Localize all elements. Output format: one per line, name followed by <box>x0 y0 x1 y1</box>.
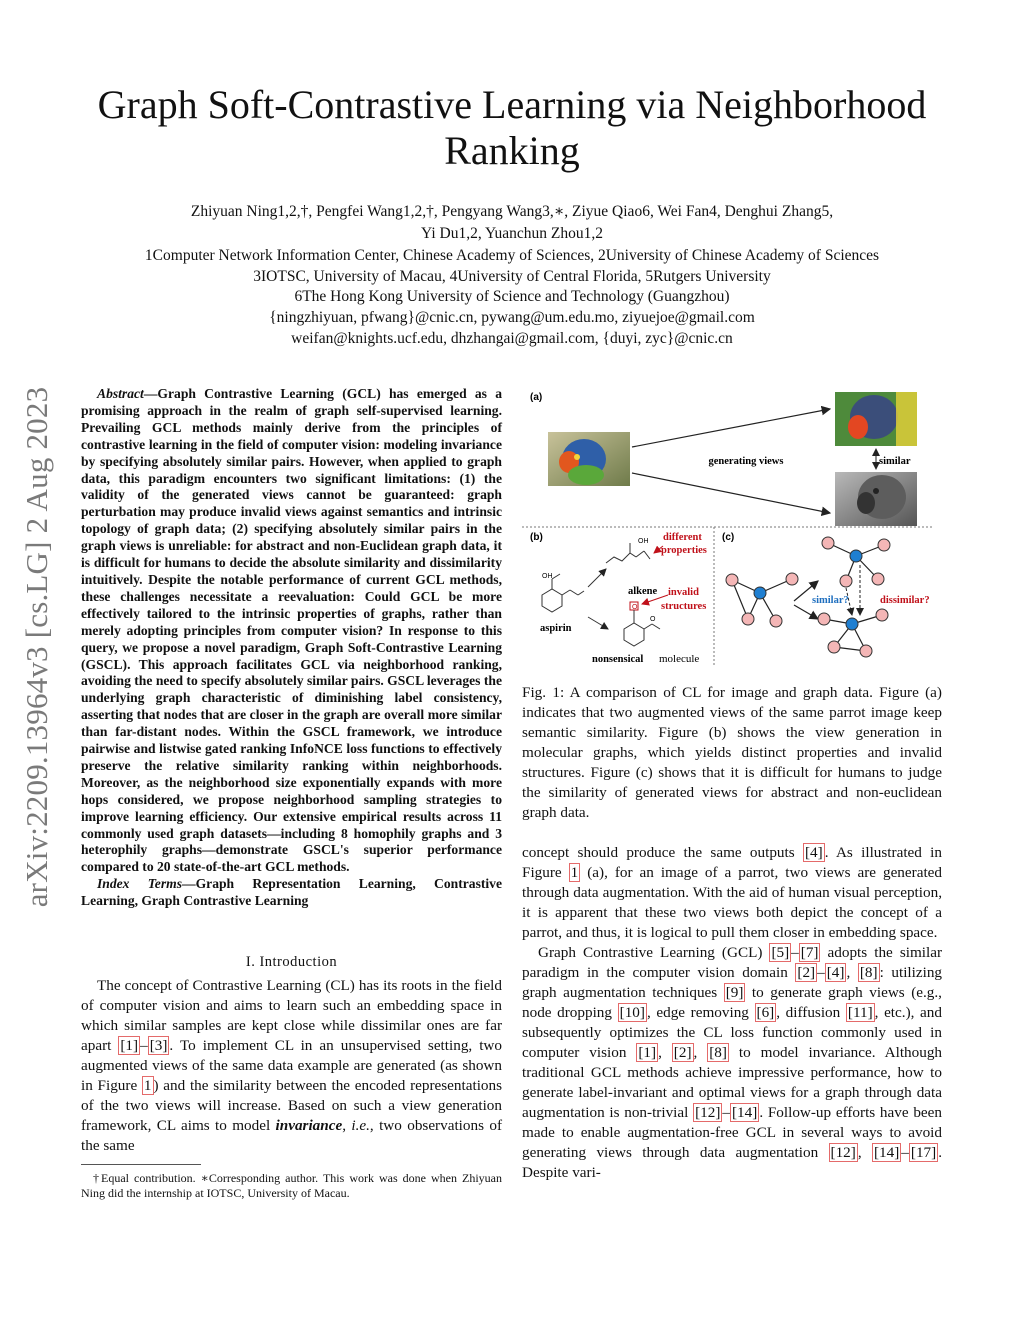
body-text: Graph Contrastive Learning (GCL) <box>538 944 770 961</box>
invalid-structures-label-2: structures <box>661 601 707 612</box>
authors-line-1: Zhiyuan Ning1,2,†, Pengfei Wang1,2,†, Pengyang Wang3,∗, Ziyue Qiao6, Wei Fan4, Denghui Zhang5, <box>190 203 834 220</box>
index-terms-label: Index Terms <box>97 876 182 892</box>
arxiv-identifier <box>12 362 62 932</box>
body-text: , <box>693 1044 708 1061</box>
graph-node-anchor <box>850 550 862 562</box>
top-graph-nodes <box>822 537 890 587</box>
citation-link[interactable]: [14] <box>873 1144 900 1161</box>
citation-link[interactable]: [4] <box>826 964 845 981</box>
paper-title <box>60 82 964 174</box>
different-properties-label-1: different <box>663 532 702 543</box>
intro-emphasis: invariance <box>275 1117 343 1134</box>
arxiv-identifier-text: arXiv:2209.13964v3 [cs.LG] 2 Aug 2023 <box>19 386 54 908</box>
aspirin-label: aspirin <box>540 623 572 634</box>
authors-line-2: Yi Du1,2, Yuanchun Zhou1,2 <box>421 225 603 242</box>
aspirin-oh-label: OH <box>542 573 553 580</box>
body-text: . As illustrated in Figure <box>522 844 942 881</box>
citation-link[interactable]: [7] <box>800 944 819 961</box>
citation-link[interactable]: [2] <box>797 964 816 981</box>
alkene-oh-label: OH <box>638 538 649 545</box>
body-text: , <box>846 964 858 981</box>
section-heading-introduction: I. Introduction <box>245 954 338 970</box>
body-text: , <box>857 1144 872 1161</box>
graph-node <box>786 573 798 585</box>
graph-node <box>742 613 754 625</box>
graph-node <box>828 641 840 653</box>
body-text: . Despite vari- <box>522 1144 942 1181</box>
figure-reference-link[interactable]: 1 <box>570 864 579 881</box>
graph-node <box>818 613 830 625</box>
body-text: : utilizing graph augmentation techniques <box>522 964 943 1001</box>
body-text: – <box>901 1144 909 1161</box>
intro-text: The concept of Contrastive Learning (CL) has its roots in the field of computer vision and aims to learn such an embedding space in which similar samples are kept close while dissimilar ones are far apart <box>81 977 502 1054</box>
intro-text: ) and the similarity between the encoded representations of the two views will increase. Based on such a view generation framework, CL aims to model <box>81 1077 503 1134</box>
body-text: to model invariance. Although traditional GCL methods achieve impressive performance, how to generate label-invariant and optimal views for a graph through data augmentation is non-trivial <box>522 1044 943 1121</box>
graph-node <box>822 537 834 549</box>
body-text: – <box>791 944 799 961</box>
graph-node-anchor <box>846 618 858 630</box>
nonsensical-molecule-structure <box>624 602 660 646</box>
citation-link[interactable]: [4] <box>804 844 823 861</box>
footnote: †Equal contribution. ∗Corresponding author. This work was done when Zhiyuan Ning did the internship at IOTSC, University of Macau. <box>81 1171 502 1200</box>
intro-emphasis: i.e. <box>351 1117 370 1134</box>
body-text: – <box>722 1104 730 1121</box>
graph-node <box>840 575 852 587</box>
parrot-original-image <box>548 432 630 486</box>
citation-link[interactable]: [14] <box>732 1104 758 1121</box>
title-line-2: Ranking <box>444 128 580 173</box>
citation-link[interactable]: [5] <box>771 944 790 961</box>
arrow-to-nonsensical <box>588 617 608 629</box>
arrow-to-view-2 <box>632 473 830 513</box>
body-text: , <box>658 1044 672 1061</box>
affiliation-line-2: 3IOTSC, University of Macau, 4University of Central Florida, 5Rutgers University <box>253 268 771 285</box>
abstract-text: —Graph Contrastive Learning (GCL) has emerged as a promising approach in the realm of graph self-supervised learning. Prevailing GCL methods mainly derive from the principles of contrastive learning in the field of computer vision: modeling invariance by specifying absolutely similar pairs. However, when applied to graph data, this paradigm encounters two significant limitations: (1) the validity of the generated views cannot be guaranteed: graph perturbation may produce invalid views against semantics and intrinsic topology of graph data; (2) specifying absolutely similar pairs in the graph views is unreliable: for abstract and non-Euclidean graph data, it is difficult for humans to decide the absolute similarity and dissimilarity intuitively. Despite the notable performance of current GCL methods, these challenges necessitate a reevaluation: Could GCL be more effectively tailored to the intrinsic properties of graphs, rather than merely adopting principles from computer vision? In response to this query, we propose a novel paradigm, Graph Soft-Contrastive Learning (GSCL). This approach facilitates GCL via neighborhood ranking, avoiding the need to specify absolutely similar pairs. GSCL leverages the underlying graph characteristic of diminishing label consistency, asserting that nodes that are closer in the graph are overall more similar than far-distant nodes. Within the GSCL framework, we introduce pairwise and listwise gated ranking InfoNCE loss functions to effectively preserve the relative similarity ranking within neighborhoods. Moreover, as the neighborhood size exponentially expands with more hops considered, we propose neighborhood sampling strategies to improve learning efficiency. Our extensive empirical results across 11 commonly used graph datasets—including 8 homophily graphs and 3 heterophily graphs—demonstrate GSCL's superior performance compared to 20 state-of-the-art GCL methods. <box>81 386 502 875</box>
email-line-1: {ningzhiyuan, pfwang}@cnic.cn, pywang@um.edu.mo, ziyuejoe@gmail.com <box>269 309 755 326</box>
parrot-view-color-image <box>835 392 917 446</box>
left-graph-edges <box>732 579 792 621</box>
arrow-to-bottom-graph <box>794 605 818 619</box>
similar-question-label: similar? <box>812 595 849 606</box>
affiliation-line-3: 6The Hong Kong University of Science and Technology (Guangzhou) <box>294 288 730 305</box>
citation-link[interactable]: [9] <box>725 984 744 1001</box>
citation-link[interactable]: [11] <box>847 1004 873 1021</box>
body-text: – <box>817 964 825 981</box>
panel-a-label: (a) <box>530 392 543 403</box>
citation-link[interactable]: [1] <box>120 1037 139 1054</box>
citation-link[interactable]: [6] <box>756 1004 775 1021</box>
affiliation-line-1: 1Computer Network Information Center, Chinese Academy of Sciences, 2University of Chinese Academy of Sciences <box>144 247 880 264</box>
citation-link[interactable]: [8] <box>859 964 878 981</box>
citation-link[interactable]: [12] <box>695 1104 721 1121</box>
dissimilar-question-label: dissimilar? <box>880 595 930 606</box>
intro-text: – <box>140 1037 148 1054</box>
email-line-2: weifan@knights.ucf.edu, dhzhangai@gmail.com, {duyi, zyc}@cnic.cn <box>291 330 733 347</box>
index-terms-text: —Graph Representation Learning, Contrastive Learning, Graph Contrastive Learning <box>81 876 502 909</box>
body-text: to generate graph views (e.g., node dropping <box>522 984 942 1021</box>
different-properties-label-2: properties <box>661 545 707 556</box>
figure-1-caption: Fig. 1: A comparison of CL for image and graph data. Figure (a) indicates that two augmented views of the same parrot image keep semantic similarity. Figure (b) shows the view generation in molecular graphs, which yields distinct properties and invalid structures. Figure (c) shows that it is difficult for humans to judge the similarity of generated views for abstract and non-euclidean graph data. <box>522 684 942 821</box>
molecule-label: molecule <box>659 653 700 665</box>
intro-text: , <box>342 1117 352 1134</box>
abstract-label: Abstract <box>97 386 144 401</box>
figure-1-graphic <box>522 383 942 673</box>
graph-node <box>876 609 888 621</box>
graph-node <box>860 645 872 657</box>
citation-link[interactable]: [2] <box>673 1044 692 1061</box>
body-text: adopts the similar paradigm in the computer vision domain <box>522 944 942 981</box>
intro-paragraph <box>81 976 502 1156</box>
alkene-label: alkene <box>628 586 658 597</box>
body-text: , edge removing <box>646 1004 755 1021</box>
citation-link[interactable]: [12] <box>830 1144 856 1161</box>
intro-text: . To implement CL in an unsupervised setting, two augmented views of the same data example are generated (as shown in Figure <box>81 1037 502 1094</box>
title-line-1: Graph Soft-Contrastive Learning via Neighborhood <box>97 82 927 127</box>
body-text: concept should produce the same outputs <box>522 844 803 861</box>
body-text: , etc.), and subsequently optimizes the CL loss function commonly used in computer vision <box>522 1004 942 1061</box>
similar-label: similar <box>879 456 911 467</box>
footnote-rule <box>81 1164 201 1165</box>
abstract <box>81 386 502 910</box>
invalid-structures-label-1: invalid <box>668 587 699 598</box>
nonsensical-label: nonsensical <box>592 654 644 665</box>
citation-link[interactable]: [1] <box>638 1044 657 1061</box>
citation-link[interactable]: [17] <box>910 1144 937 1161</box>
graph-node <box>878 539 890 551</box>
graph-node <box>770 615 782 627</box>
body-text: . Follow-up efforts have been made to enable augmentation-free GCL in several ways to avoid generating views through data augmentation <box>522 1104 942 1161</box>
citation-link[interactable]: [8] <box>709 1044 727 1061</box>
figure-reference-link[interactable]: 1 <box>143 1077 152 1094</box>
parrot-view-gray-image <box>835 472 917 526</box>
graph-node <box>726 574 738 586</box>
right-column-body <box>522 843 942 1183</box>
arrow-to-view-1 <box>632 409 830 447</box>
alkene-structure <box>606 543 650 563</box>
intro-text: , two observations of the same <box>81 1117 503 1154</box>
citation-link[interactable]: [10] <box>619 1004 645 1021</box>
panel-b-label: (b) <box>530 532 543 543</box>
arrow-to-alkene <box>588 569 606 587</box>
graph-node-anchor <box>754 587 766 599</box>
left-graph-nodes <box>726 573 798 627</box>
citation-link[interactable]: [3] <box>149 1037 168 1054</box>
graph-node <box>872 573 884 585</box>
figure-1 <box>522 383 942 673</box>
invalid-atom-label: O <box>632 604 638 611</box>
ester-oxygen-label: O <box>650 616 656 623</box>
generating-views-label: generating views <box>708 456 784 467</box>
body-text: , diffusion <box>776 1004 846 1021</box>
body-text: (a), for an image of a parrot, two views are generated through data augmentation. With the aid of human visual perception, it is apparent that these two views both depict the concept of a parrot, and thus, it is logical to pull them closer in embedding space. <box>522 864 942 941</box>
panel-c-label: (c) <box>722 532 735 543</box>
